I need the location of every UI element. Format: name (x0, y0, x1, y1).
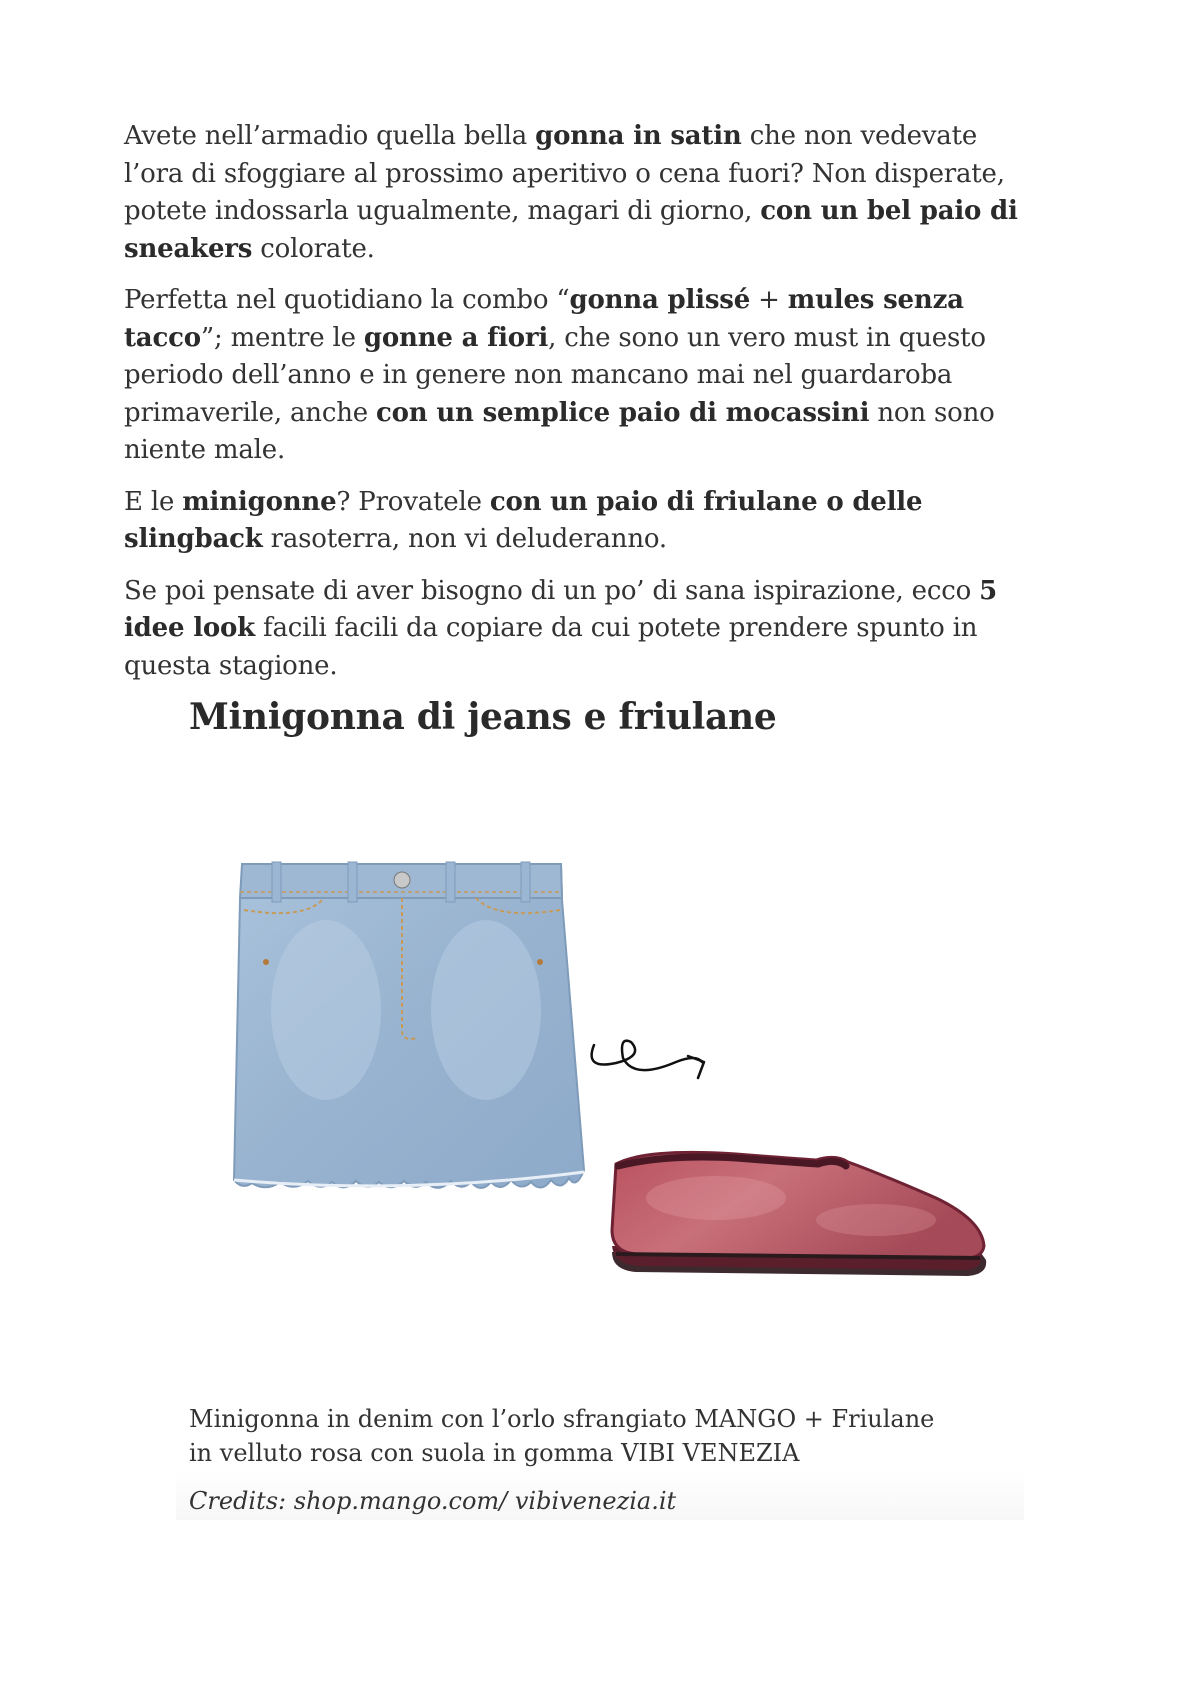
figure-caption: Minigonna in denim con l’orlo sfrangiato MANGO + Friulane in velluto rosa con suola in gomma VIBI VENEZIA (189, 1405, 935, 1467)
bold-phrase: con un semplice paio di mocassini (376, 397, 870, 428)
intro-paragraph-4 (124, 573, 1044, 686)
text-run: ? Provatele (336, 486, 490, 517)
article-body (124, 118, 1044, 699)
caption-box (176, 1392, 1024, 1520)
section-title: Minigonna di jeans e friulane (189, 696, 777, 738)
product-figure (176, 780, 1024, 1520)
velvet-loafer-image (612, 1152, 986, 1276)
text-run: rasoterra, non vi deluderanno. (262, 524, 667, 554)
text-run: + (750, 285, 788, 315)
bold-phrase: 5 idee look (124, 575, 998, 643)
bold-phrase: gonna in satin (535, 121, 742, 151)
text-run: non sono niente male. (124, 397, 995, 465)
bold-phrase: gonne a fiori (363, 322, 549, 353)
text-run: che non vedevate l’ora di sfoggiare al prossimo aperitivo o cena fuori? Non disperate, potete indossarla ugualmente, magari di giorno, (124, 121, 1005, 226)
bold-phrase: mules senza tacco (124, 285, 964, 353)
text-run: ”; mentre le (200, 322, 364, 353)
bold-phrase: con un paio di friulane o delle slingback (124, 486, 923, 554)
bold-phrase: gonna plissé (569, 285, 751, 315)
curly-arrow-icon (592, 1041, 704, 1078)
figure-credits: Credits: shop.mango.com/ vibivenezia.it (189, 1487, 677, 1515)
text-run: Perfetta nel quotidiano la combo “ (124, 285, 570, 315)
denim-miniskirt-image (234, 862, 584, 1188)
bold-phrase: minigonne (182, 486, 337, 517)
bold-phrase: con un bel paio di sneakers (124, 196, 1018, 264)
text-run: E le (124, 486, 183, 517)
intro-paragraph-3 (124, 484, 1044, 559)
text-run: facili facili da copiare da cui potete prendere spunto in questa stagione. (124, 613, 978, 681)
intro-paragraph-1 (124, 118, 1044, 268)
text-run: colorate. (252, 233, 375, 264)
intro-paragraph-2 (124, 282, 1044, 470)
product-collage (176, 780, 1024, 1392)
text-run: Avete nell’armadio quella bella (124, 121, 536, 151)
text-run: , che sono un vero must in questo periodo dell’anno e in genere non mancano mai nel guardaroba primaverile, anche (124, 322, 986, 428)
text-run: Se poi pensate di aver bisogno di un po’ di sana ispirazione, ecco (124, 575, 980, 606)
